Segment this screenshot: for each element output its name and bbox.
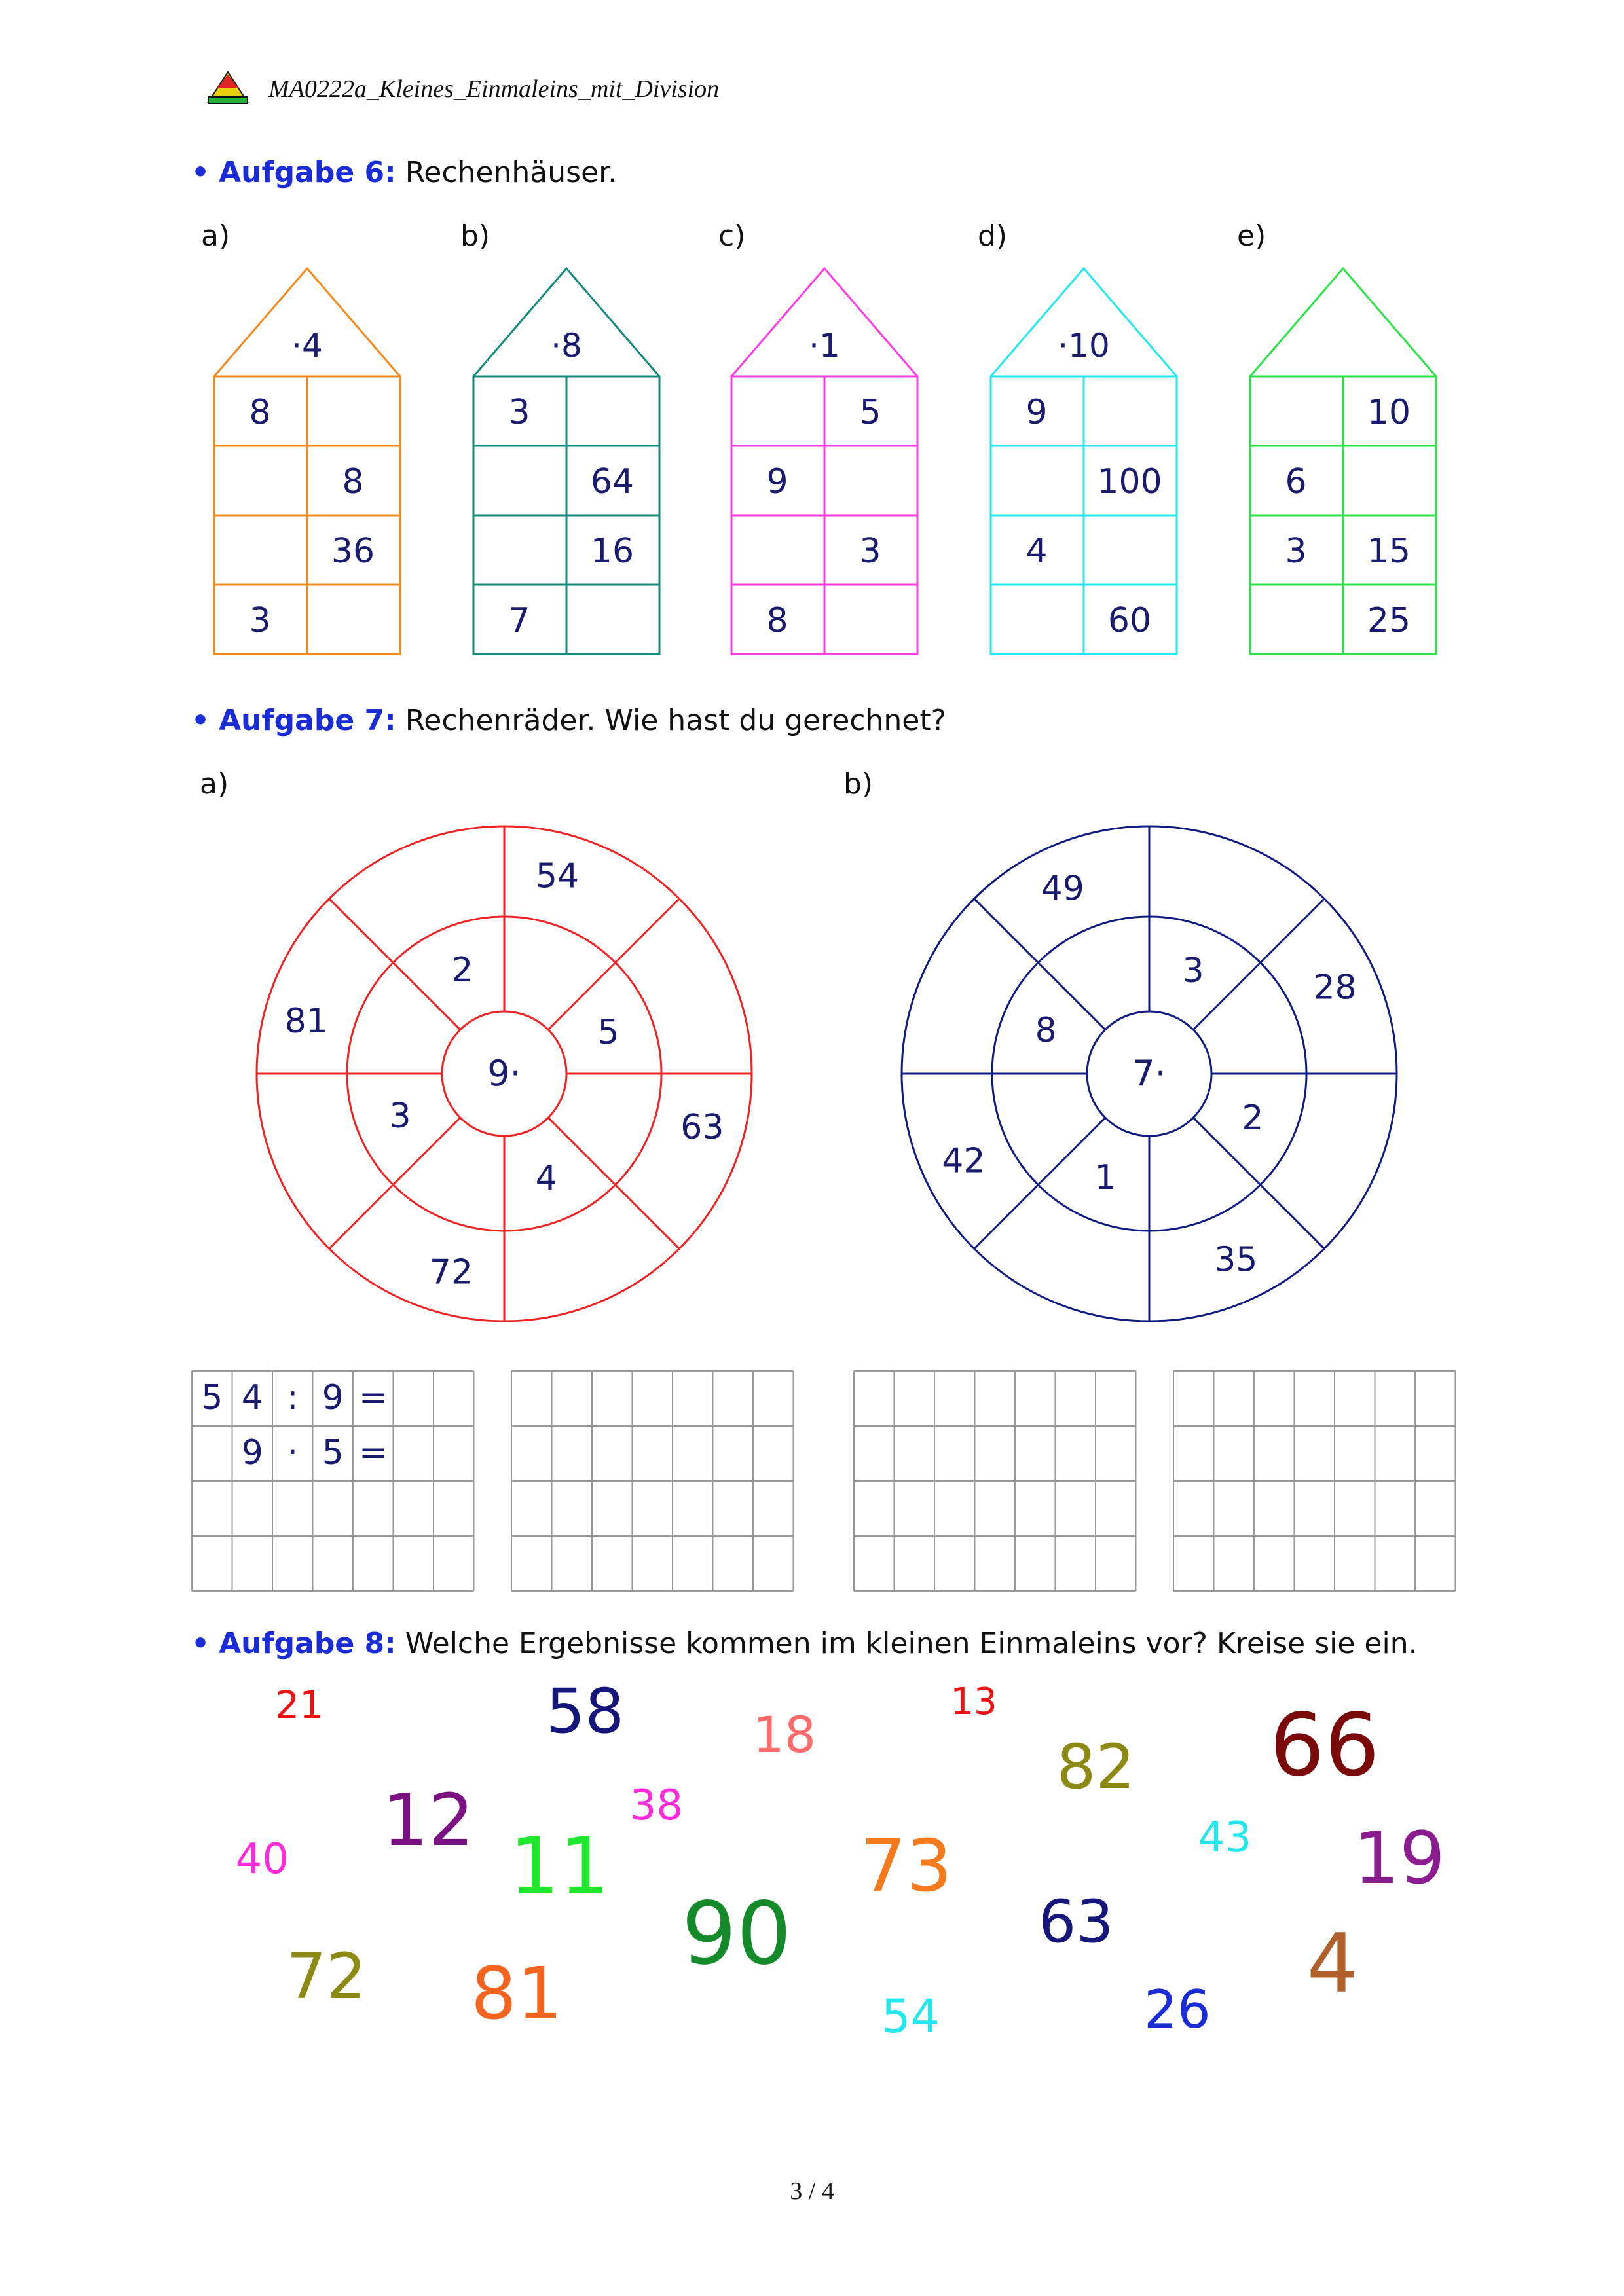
grid-cell: 9: [322, 1378, 344, 1417]
wheel-spoke: [974, 1118, 1105, 1248]
wheel-inner-value: 3: [389, 1097, 411, 1137]
number-option[interactable]: 72: [286, 1940, 367, 2014]
wheel-inner-value: 2: [1242, 1099, 1264, 1139]
house-cell: 7: [508, 601, 530, 640]
wheel-spoke: [1193, 899, 1324, 1030]
number-option[interactable]: 40: [235, 1834, 289, 1884]
calc-grid-1: [191, 1370, 476, 1593]
number-option[interactable]: 81: [471, 1951, 563, 2035]
house-cell: 5: [859, 393, 881, 432]
wheel-outer-value: 28: [1313, 968, 1357, 1008]
house-cell: 64: [590, 462, 635, 501]
calc-grid-3: [853, 1370, 1138, 1593]
calc-grid-4: [1173, 1370, 1458, 1593]
number-option[interactable]: 19: [1354, 1815, 1445, 1900]
task7-heading: • Aufgabe 7: Rechenräder. Wie hast du gerechnet?: [191, 704, 946, 737]
logo-icon: [204, 71, 251, 107]
wheel-letter: b): [843, 767, 874, 801]
house-cell: 3: [249, 601, 271, 640]
house-3: [731, 268, 921, 661]
wheel-outer-value: 49: [1041, 869, 1084, 909]
number-option[interactable]: 12: [382, 1777, 474, 1862]
calc-grid-2: [511, 1370, 796, 1593]
house-letter: d): [978, 219, 1008, 253]
house-cell: 6: [1285, 462, 1307, 501]
wheel-outer-value: 42: [942, 1141, 986, 1181]
house-cell: 9: [1025, 393, 1048, 432]
number-option[interactable]: 58: [545, 1676, 625, 1748]
grid-cell: =: [358, 1433, 388, 1472]
house-operator: ·10: [1058, 327, 1110, 365]
house-letter: a): [201, 219, 231, 253]
number-option[interactable]: 18: [752, 1705, 817, 1764]
number-option[interactable]: 38: [629, 1781, 684, 1830]
house-cell: 100: [1097, 462, 1162, 501]
wheel-inner-value: 8: [1035, 1010, 1057, 1050]
grid-cell: 4: [241, 1378, 263, 1417]
house-cell: 8: [249, 393, 271, 432]
wheel-2: [898, 823, 1400, 1324]
number-option[interactable]: 13: [950, 1681, 997, 1724]
wheel-inner-value: 5: [597, 1012, 619, 1052]
house-operator: ·4: [291, 327, 323, 365]
grid-cell: ·: [287, 1433, 299, 1472]
house-4: [991, 268, 1181, 661]
wheel-spoke: [548, 1118, 679, 1248]
house-operator: ·1: [809, 327, 840, 365]
wheel-inner-value: 1: [1094, 1157, 1116, 1197]
grid-cell: 9: [241, 1433, 263, 1472]
house-roof: [1250, 268, 1436, 376]
number-option[interactable]: 11: [509, 1821, 610, 1912]
number-option[interactable]: 54: [881, 1989, 940, 2043]
wheel-1: [253, 823, 755, 1324]
house-cell: 16: [590, 532, 635, 571]
grid-cell: 5: [201, 1378, 223, 1417]
number-option[interactable]: 21: [275, 1683, 323, 1728]
house-cell: 3: [859, 532, 881, 571]
wheel-spoke: [329, 899, 460, 1030]
house-cell: 8: [766, 601, 788, 640]
number-option[interactable]: 4: [1306, 1916, 1359, 2011]
house-cell: 25: [1367, 601, 1411, 640]
house-operator: ·8: [551, 327, 582, 365]
house-letter: e): [1237, 219, 1266, 253]
house-2: [473, 268, 663, 661]
house-5: [1250, 268, 1440, 661]
wheel-center: 9·: [487, 1053, 521, 1094]
wheel-outer-value: 81: [284, 1001, 328, 1041]
document-title: MA0222a_Kleines_Einmaleins_mit_Division: [268, 75, 720, 103]
number-option[interactable]: 63: [1039, 1887, 1114, 1956]
house-letter: c): [718, 219, 746, 253]
task8-heading: • Aufgabe 8: Welche Ergebnisse kommen im kleinen Einmaleins vor? Kreise sie ein.: [191, 1627, 1418, 1660]
number-option[interactable]: 82: [1056, 1732, 1135, 1804]
house-1: [214, 268, 404, 661]
wheel-outer-value: 54: [535, 856, 580, 896]
house-cell: 9: [766, 462, 788, 501]
house-letter: b): [460, 219, 490, 253]
number-option[interactable]: 90: [681, 1884, 792, 1985]
number-option[interactable]: 43: [1198, 1813, 1252, 1862]
page-number: 3 / 4: [790, 2178, 834, 2205]
wheel-outer-value: 35: [1214, 1240, 1258, 1280]
wheel-spoke: [329, 1118, 460, 1248]
grid-cell: :: [286, 1378, 299, 1417]
number-option[interactable]: 66: [1269, 1695, 1380, 1796]
wheel-inner-value: 4: [535, 1159, 557, 1199]
house-cell: 10: [1367, 393, 1411, 432]
house-cell: 36: [331, 532, 375, 571]
house-cell: 4: [1025, 532, 1048, 571]
wheel-letter: a): [200, 767, 229, 801]
number-option[interactable]: 26: [1144, 1979, 1211, 2040]
house-cell: 3: [508, 393, 530, 432]
wheel-spoke: [548, 899, 679, 1030]
number-option[interactable]: 73: [860, 1823, 952, 1908]
house-cell: 8: [342, 462, 364, 501]
grid-cell: =: [358, 1378, 388, 1417]
house-cell: 60: [1107, 601, 1152, 640]
wheel-inner-value: 3: [1182, 951, 1204, 991]
grid-cell: 5: [322, 1433, 344, 1472]
wheel-outer-value: 72: [429, 1252, 473, 1292]
wheel-spoke: [974, 899, 1105, 1030]
wheel-center: 7·: [1132, 1053, 1166, 1094]
wheel-outer-value: 63: [680, 1108, 724, 1148]
house-cell: 15: [1367, 532, 1411, 571]
house-cell: 3: [1285, 532, 1307, 571]
task6-heading: • Aufgabe 6: Rechenhäuser.: [191, 156, 618, 189]
wheel-inner-value: 2: [451, 950, 473, 990]
